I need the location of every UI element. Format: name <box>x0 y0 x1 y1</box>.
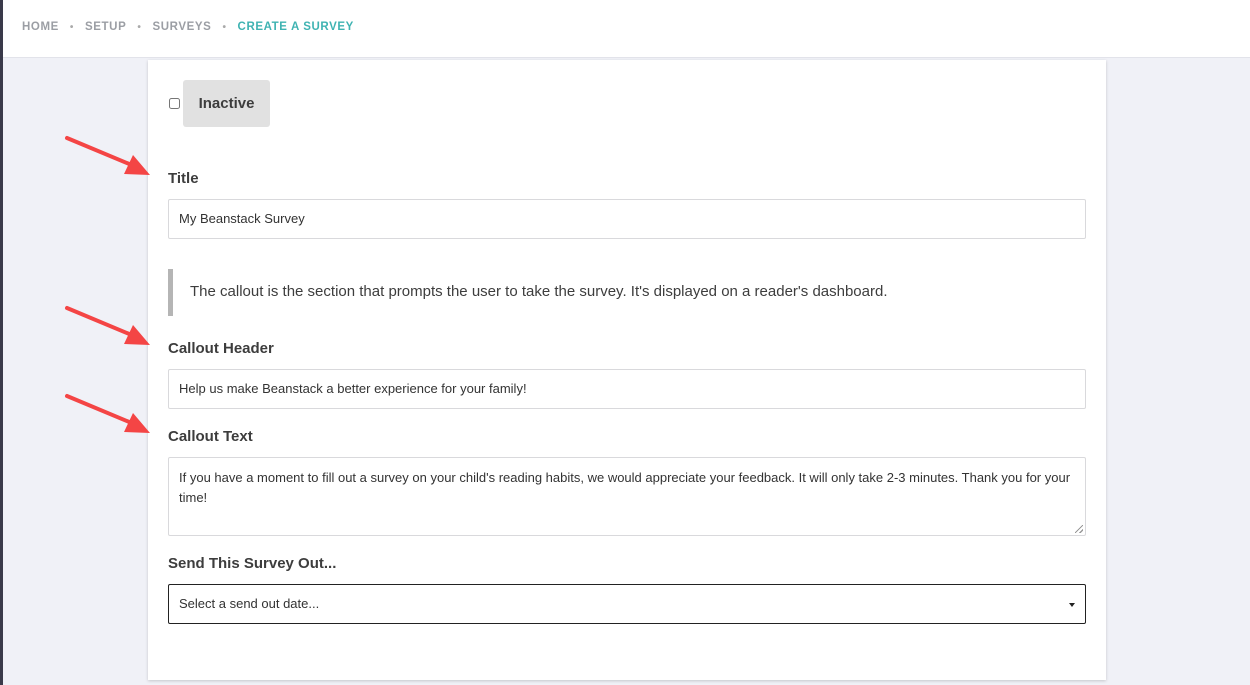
window-edge <box>0 0 3 685</box>
callout-text-value: If you have a moment to fill out a survey on your child's reading habits, we would appreciate your feedback. It will only take 2-3 minutes. Thank you for your time! <box>179 470 1071 505</box>
active-checkbox[interactable] <box>169 98 180 109</box>
breadcrumb-setup[interactable]: SETUP <box>85 21 127 33</box>
callout-header-input[interactable]: Help us make Beanstack a better experience for your family! <box>168 369 1086 409</box>
title-label: Title <box>168 170 199 187</box>
status-toggle-button[interactable]: Inactive <box>183 80 270 127</box>
survey-form-card <box>148 60 1106 680</box>
red-arrow-icon <box>62 132 154 180</box>
breadcrumb-separator: • <box>222 21 227 33</box>
breadcrumb-surveys[interactable]: SURVEYS <box>152 21 212 33</box>
callout-text-textarea[interactable] <box>168 457 1086 536</box>
status-row <box>169 80 270 127</box>
send-out-date-select[interactable] <box>168 584 1086 624</box>
resize-handle-icon[interactable] <box>1075 525 1083 533</box>
red-arrow-icon <box>62 302 154 350</box>
caret-down-icon <box>1069 603 1075 607</box>
breadcrumb <box>22 21 354 33</box>
callout-info-note: The callout is the section that prompts the user to take the survey. It's displayed on a reader's dashboard. <box>168 269 1086 316</box>
title-input[interactable]: My Beanstack Survey <box>168 199 1086 239</box>
send-out-selected-value: Select a send out date... <box>179 596 320 611</box>
breadcrumb-current: CREATE A SURVEY <box>237 21 354 33</box>
breadcrumb-home[interactable]: HOME <box>22 21 59 33</box>
callout-header-label: Callout Header <box>168 340 274 357</box>
red-arrow-icon <box>62 390 154 438</box>
breadcrumb-separator: • <box>69 21 75 33</box>
breadcrumb-separator: • <box>137 21 142 33</box>
send-out-label: Send This Survey Out... <box>168 555 337 572</box>
top-bar <box>3 0 1250 58</box>
callout-text-label: Callout Text <box>168 428 253 445</box>
